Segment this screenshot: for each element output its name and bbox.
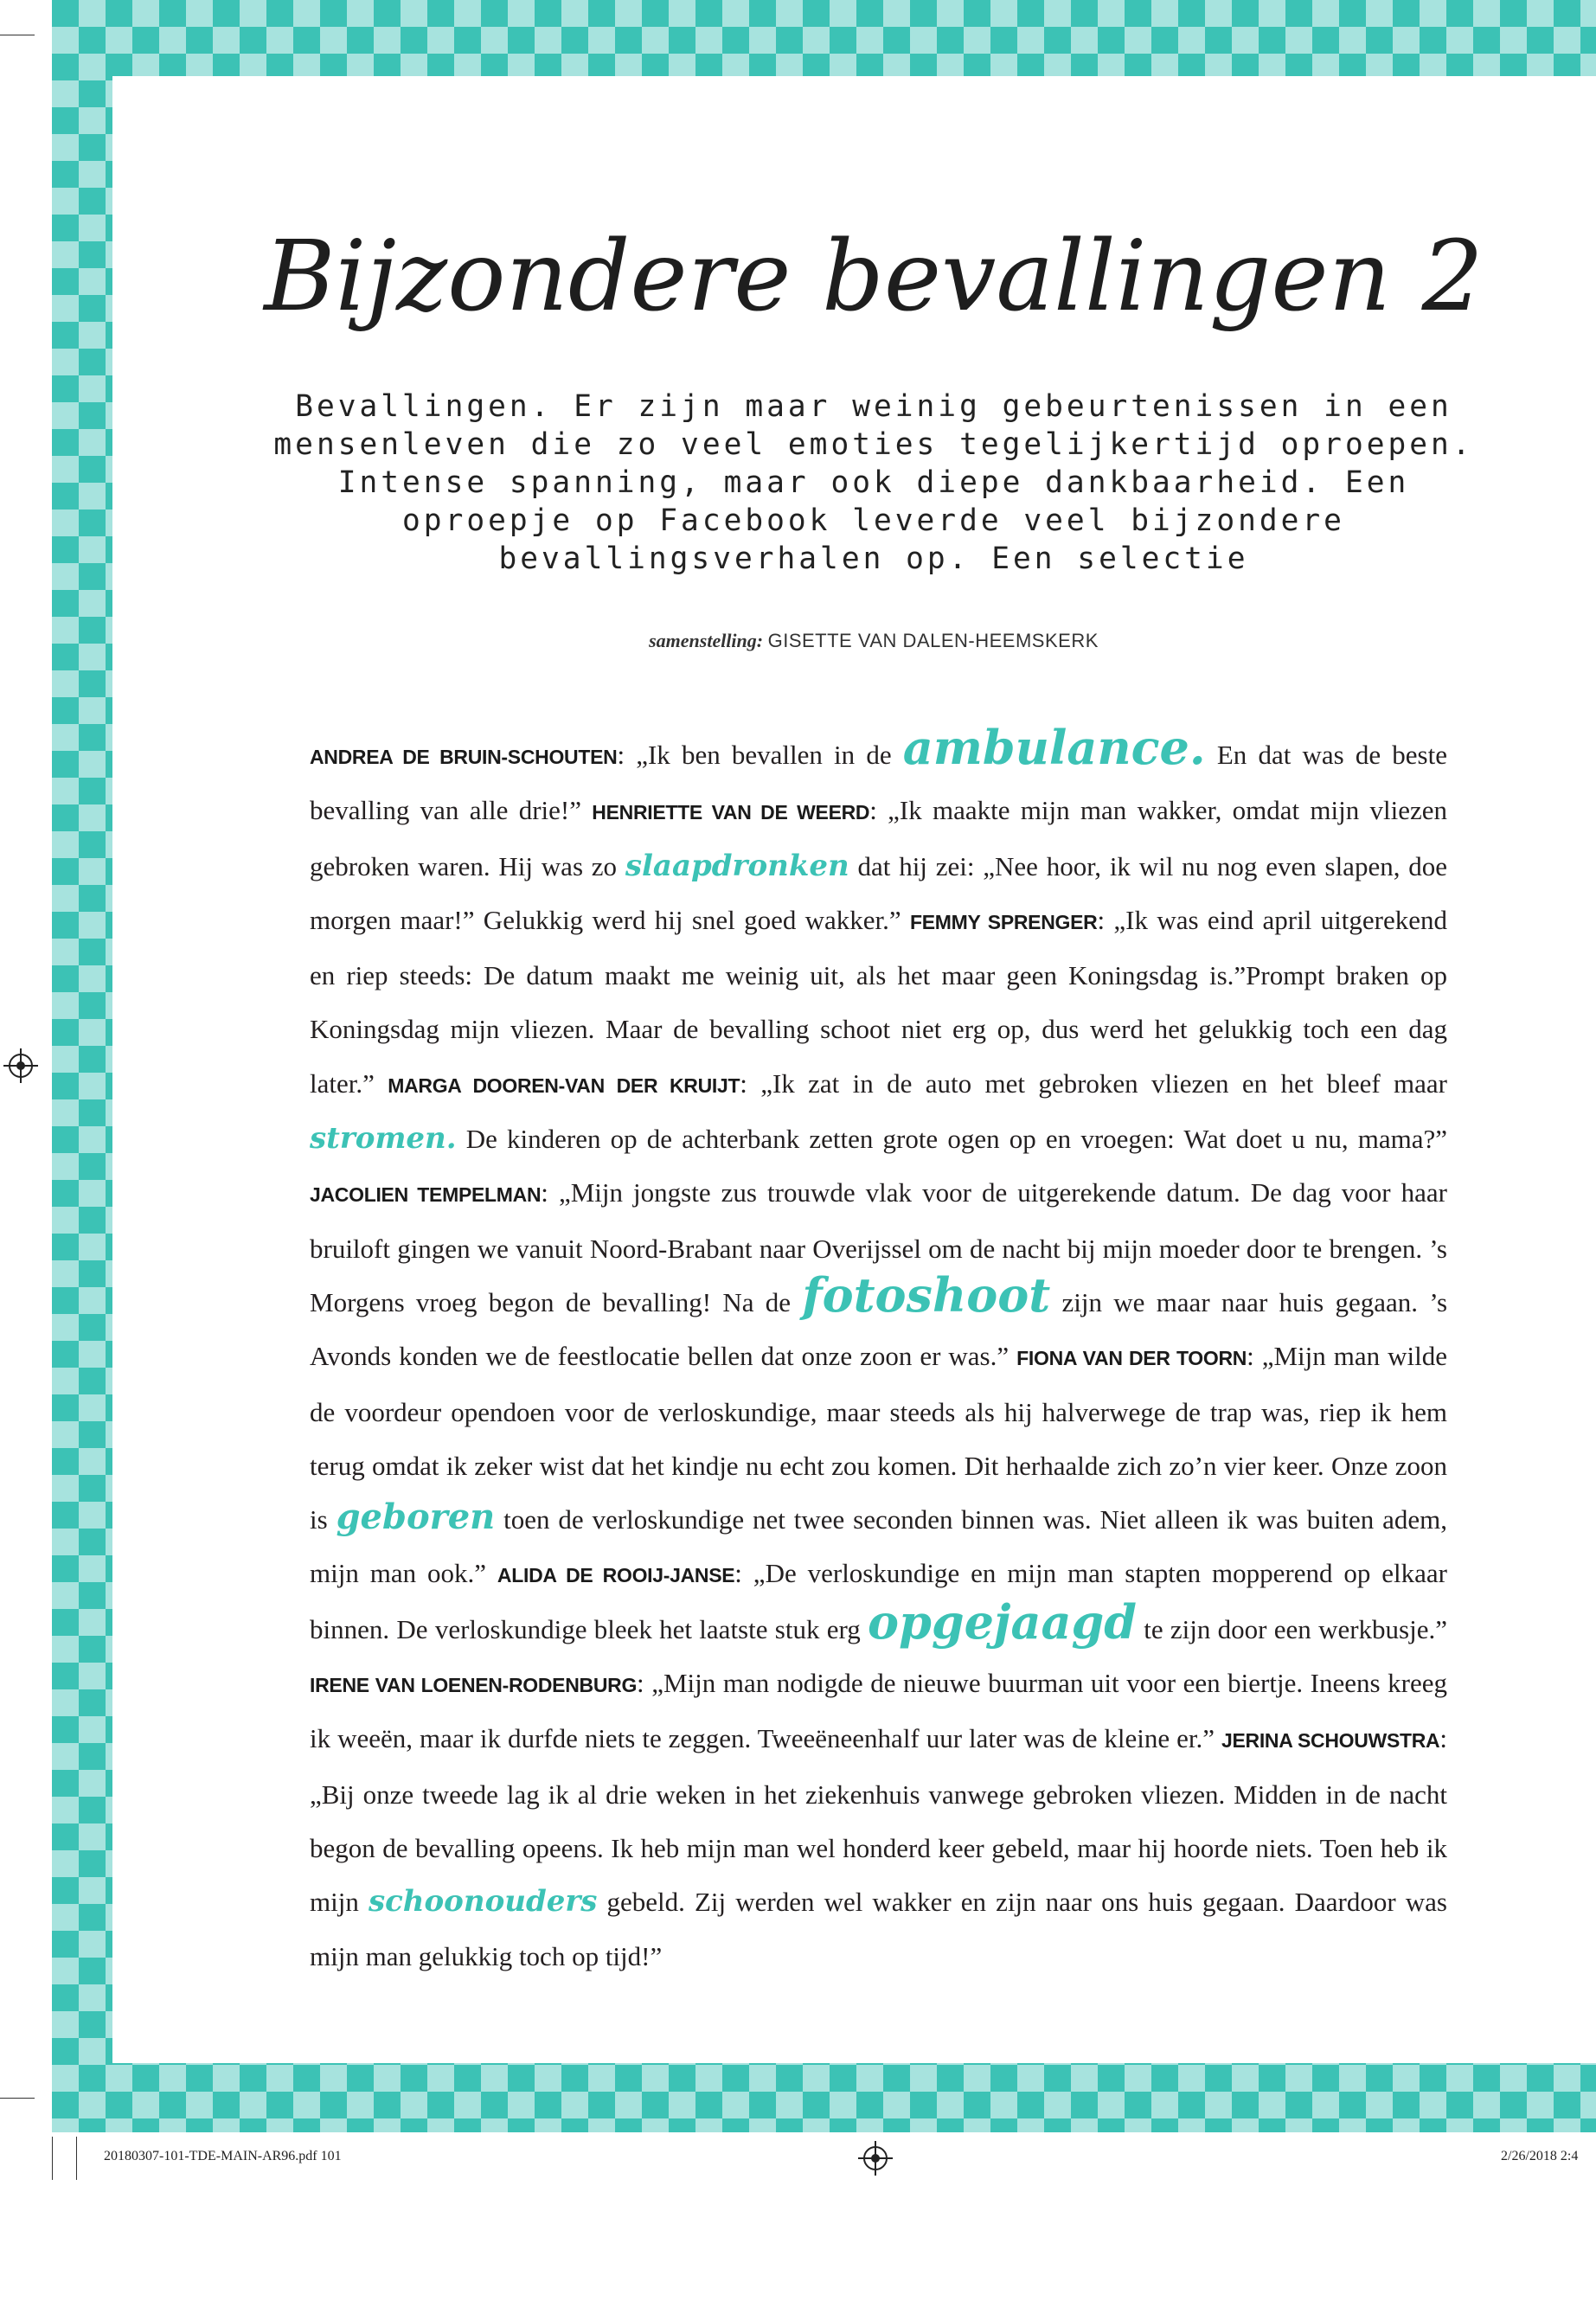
speaker-name: MARGA DOOREN-VAN DER KRUIJT (388, 1074, 740, 1097)
crop-mark (0, 2098, 35, 2099)
quote-text: toen de verloskundige net twee seconden binnen was. Niet alleen ik was buiten adem, mijn man ook.” (310, 1504, 1447, 1589)
quote-text: En dat was de beste bevalling van alle drie!” (310, 740, 1447, 826)
quote-text: te zijn door een werkbusje.” (1136, 1613, 1447, 1644)
quote-text: : „Bij onze tweede lag ik al drie weken in het ziekenhuis vanwege gebroken vliezen. Midden in de nacht begon de bevalling opeens. Ik heb mijn man wel honderd keer gebeld, maar hij hoorde niets. Toen heb ik mijn (310, 1723, 1447, 1918)
quote-text: : „Ik was eind april uitgerekend en riep steeds: De datum maakt me weinig uit, als het maar geen Koningsdag is.”Prompt braken op Koningsdag mijn vliezen. Maar de bevalling schoot niet erg op, dus werd het gelukkig toch een dag later.” (310, 904, 1447, 1099)
article-body (310, 720, 1448, 1984)
quote-text: : „Ik maakte mijn man wakker, omdat mijn vliezen gebroken waren. Hij was zo (310, 795, 1447, 881)
quote-text: zijn we maar naar huis gegaan. ’s Avonds konden we de feestlocatie bellen dat onze zoon er was.” (310, 1286, 1448, 1372)
credit-label: samenstelling: (649, 630, 764, 651)
intro-text: Bevallingen. Er zijn maar weinig gebeurtenissen in een mensenleven die zo veel emoties tegelijkertijd oproepen. Intense spanning, maar ook diepe dankbaarheid. Een oproepje op Facebook leverde veel bijzondere bevallingsverhalen op. Een selectie (273, 389, 1474, 576)
quote-text: : „Ik zat in de auto met gebroken vliezen en het bleef maar (740, 1067, 1447, 1099)
speaker-name: ALIDA DE ROOIJ-JANSE (497, 1564, 735, 1587)
quote-text: : „Ik ben bevallen in de (617, 740, 903, 770)
quote-text: : „Mijn man wilde de voordeur opendoen voor de verloskundige, maar steeds als hij halverwege de trap was, riep ik hem terug omdat ik zeker wist dat het kindje nu echt zou komen. Dit herhaalde zich zo’n vier keer. Onze zoon is (310, 1341, 1448, 1535)
speaker-name: HENRIETTE VAN DE WEERD (592, 801, 870, 824)
registration-mark-icon (9, 1054, 33, 1078)
page-title: Bijzondere bevallingen 2 (264, 221, 1484, 333)
highlight-word: stromen. (310, 1121, 457, 1157)
quote-text: : „De verloskundige en mijn man stapten mopperend op elkaar binnen. De verloskundige bleek het laatste stuk erg (310, 1558, 1447, 1644)
quote-text: dat hij zei: „Nee hoor, ik wil nu nog even slapen, doe morgen maar!” Gelukkig werd hij snel goed wakker.” (310, 850, 1448, 935)
quote-text: : „Mijn jongste zus trouwde vlak voor de uitgerekende datum. De dag voor haar bruiloft gingen we vanuit Noord-Brabant naar Overijssel om de nacht bij mijn moeder door te brengen. ’s Morgens vroeg begon de bevalling! Na de (310, 1177, 1447, 1317)
crop-mark (76, 2137, 77, 2180)
quote-text: gebeld. Zij werden wel wakker en zijn naar ons huis gegaan. Daardoor was mijn man gelukkig toch op tijd!” (310, 1887, 1447, 1971)
highlight-word: fotoshoot (802, 1266, 1051, 1323)
speaker-name: IRENE VAN LOENEN-RODENBURG (310, 1674, 638, 1697)
highlight-word: ambulance. (902, 720, 1206, 775)
registration-mark-icon (863, 2146, 888, 2170)
highlight-word: slaapdronken (625, 848, 849, 883)
footer-file-info: 20180307-101-TDE-MAIN-AR96.pdf 101 (104, 2149, 342, 2163)
credit-name: GISETTE VAN DALEN-HEEMSKERK (767, 630, 1099, 651)
credit-line (260, 630, 1488, 652)
highlight-word: geboren (336, 1497, 496, 1538)
highlight-word: schoonouders (368, 1884, 598, 1920)
crop-mark (52, 2137, 53, 2180)
speaker-name: JERINA SCHOUWSTRA (1221, 1729, 1440, 1753)
quote-text: De kinderen op de achterbank zetten grote ogen op en vroegen: Wat doet u nu, mama?” (456, 1124, 1447, 1155)
quote-text: : „Mijn man nodigde de nieuwe buurman uit voor een biertje. Ineens kreeg ik weeën, maar ik durfde niets te zeggen. Tweeëneenhalf uur later was de kleine er.” (310, 1668, 1448, 1754)
speaker-name: ANDREA DE BRUIN-SCHOUTEN (310, 746, 618, 768)
speaker-name: FIONA VAN DER TOORN (1016, 1347, 1247, 1370)
speaker-name: FEMMY SPRENGER (910, 910, 1098, 933)
highlight-word: opgejaagd (868, 1593, 1137, 1650)
speaker-name: JACOLIEN TEMPELMAN (310, 1183, 542, 1207)
footer-date: 2/26/2018 2:4 (1501, 2149, 1579, 2163)
